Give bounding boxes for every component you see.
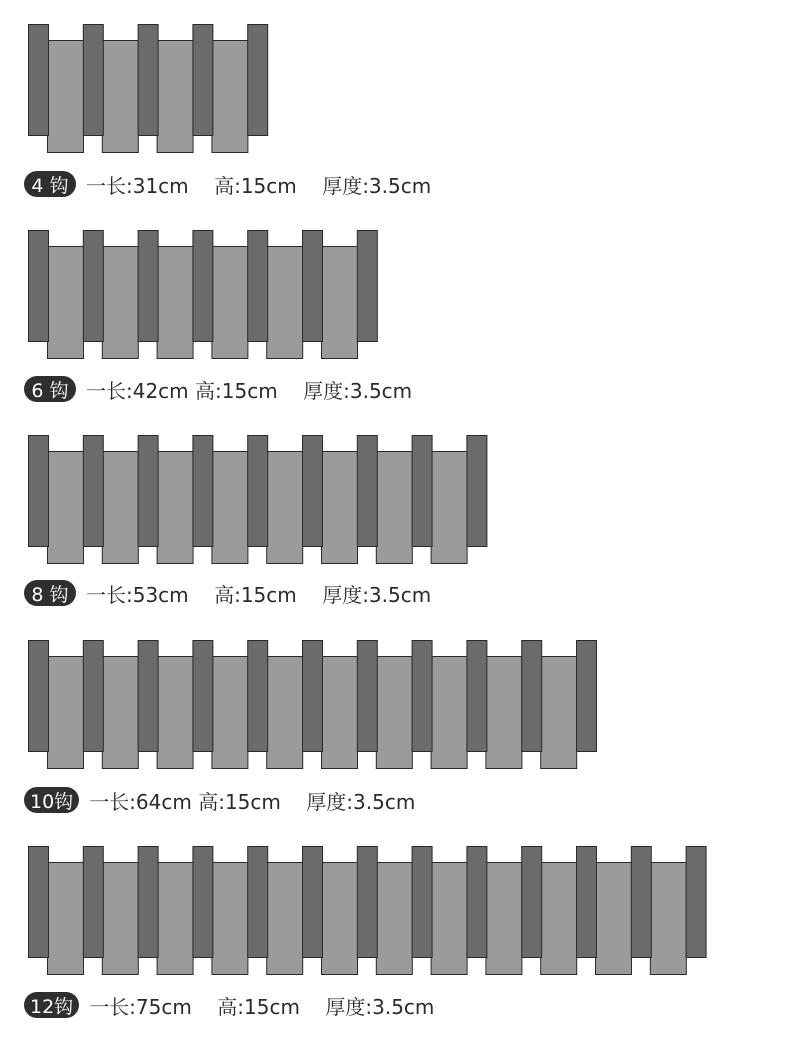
back-plank (412, 436, 432, 547)
front-plank (267, 247, 303, 359)
hook-count-badge: 4 钩 (24, 171, 76, 197)
front-plank (431, 863, 467, 975)
front-plank (486, 657, 522, 769)
back-plank (83, 231, 103, 342)
back-plank (29, 436, 49, 547)
front-plank (486, 863, 522, 975)
front-plank (376, 452, 412, 564)
front-plank (376, 863, 412, 975)
back-plank (193, 847, 213, 958)
back-plank (357, 847, 377, 958)
back-plank (29, 641, 49, 752)
spec-row (24, 786, 415, 814)
back-plank (412, 641, 432, 752)
front-plank (48, 863, 84, 975)
back-plank (577, 641, 597, 752)
back-plank (83, 847, 103, 958)
front-plank (48, 247, 84, 359)
front-plank (541, 863, 577, 975)
rack-svg (28, 435, 489, 565)
back-plank (193, 231, 213, 342)
front-plank (212, 247, 248, 359)
hook-count-badge: 10钩 (24, 787, 79, 813)
back-plank (303, 436, 323, 547)
front-plank (102, 247, 138, 359)
back-plank (522, 641, 542, 752)
front-plank (157, 247, 193, 359)
dimensions-text: 一长:75cm 高:15cm 厚度:3.5cm (89, 994, 435, 1019)
back-plank (467, 847, 487, 958)
hook-count-badge: 12钩 (24, 992, 79, 1018)
hook-count-badge: 6 钩 (24, 376, 76, 402)
rack-svg (28, 24, 270, 154)
rack-svg (28, 230, 379, 360)
dimensions-text: 一长:42cm 高:15cm 厚度:3.5cm (86, 378, 413, 403)
front-plank (102, 863, 138, 975)
front-plank (212, 41, 248, 153)
back-plank (193, 25, 213, 136)
front-plank (48, 41, 84, 153)
back-plank (248, 641, 268, 752)
front-plank (431, 452, 467, 564)
rack-illustration (28, 640, 598, 770)
dimensions-text: 一长:64cm 高:15cm 厚度:3.5cm (89, 789, 416, 814)
back-plank (248, 25, 268, 136)
back-plank (303, 231, 323, 342)
front-plank (322, 452, 358, 564)
front-plank (267, 657, 303, 769)
back-plank (29, 25, 49, 136)
spec-row (24, 375, 412, 403)
back-plank (303, 641, 323, 752)
back-plank (248, 436, 268, 547)
front-plank (376, 657, 412, 769)
front-plank (650, 863, 686, 975)
front-plank (157, 452, 193, 564)
front-plank (431, 657, 467, 769)
back-plank (83, 436, 103, 547)
back-plank (357, 436, 377, 547)
back-plank (686, 847, 706, 958)
back-plank (522, 847, 542, 958)
front-plank (322, 247, 358, 359)
back-plank (83, 25, 103, 136)
front-plank (322, 863, 358, 975)
front-plank (267, 863, 303, 975)
front-plank (322, 657, 358, 769)
back-plank (138, 641, 158, 752)
front-plank (157, 657, 193, 769)
front-plank (48, 452, 84, 564)
back-plank (138, 231, 158, 342)
front-plank (212, 657, 248, 769)
rack-svg (28, 640, 598, 770)
back-plank (248, 231, 268, 342)
back-plank (577, 847, 597, 958)
rack-illustration (28, 24, 270, 154)
back-plank (248, 847, 268, 958)
back-plank (29, 847, 49, 958)
front-plank (157, 863, 193, 975)
rack-svg (28, 846, 708, 976)
back-plank (138, 25, 158, 136)
spec-row (24, 170, 431, 198)
rack-illustration (28, 230, 379, 360)
back-plank (357, 641, 377, 752)
back-plank (303, 847, 323, 958)
back-plank (193, 436, 213, 547)
back-plank (138, 847, 158, 958)
dimensions-text: 一长:31cm 高:15cm 厚度:3.5cm (86, 173, 432, 198)
spec-row (24, 579, 431, 607)
back-plank (138, 436, 158, 547)
front-plank (596, 863, 632, 975)
front-plank (102, 452, 138, 564)
front-plank (102, 657, 138, 769)
front-plank (541, 657, 577, 769)
rack-illustration (28, 846, 708, 976)
back-plank (357, 231, 377, 342)
dimensions-text: 一长:53cm 高:15cm 厚度:3.5cm (86, 582, 432, 607)
front-plank (48, 657, 84, 769)
front-plank (212, 863, 248, 975)
spec-row (24, 991, 434, 1019)
back-plank (83, 641, 103, 752)
back-plank (29, 231, 49, 342)
back-plank (467, 641, 487, 752)
rack-illustration (28, 435, 489, 565)
front-plank (157, 41, 193, 153)
back-plank (467, 436, 487, 547)
front-plank (102, 41, 138, 153)
back-plank (193, 641, 213, 752)
back-plank (631, 847, 651, 958)
front-plank (267, 452, 303, 564)
hook-count-badge: 8 钩 (24, 580, 76, 606)
front-plank (212, 452, 248, 564)
back-plank (412, 847, 432, 958)
